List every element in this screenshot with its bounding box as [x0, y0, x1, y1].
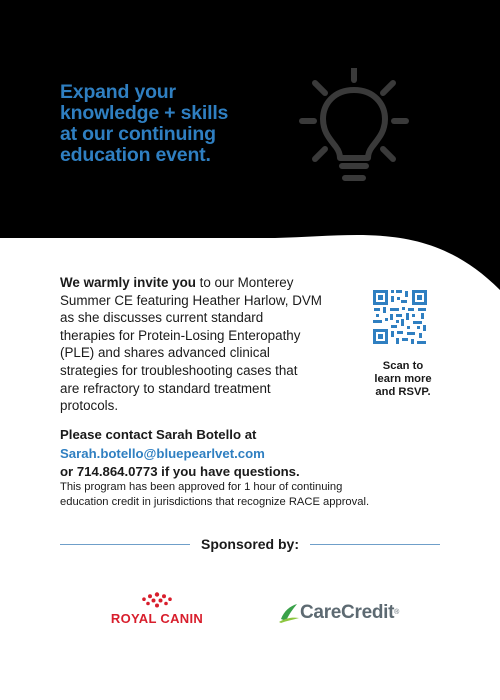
- carecredit-wordmark: [300, 602, 399, 624]
- carecredit-trademark: ®: [394, 609, 400, 616]
- headline: [60, 82, 290, 166]
- crown-icon: [139, 592, 175, 610]
- invitation-line-6: strategies for troubleshooting cases that: [60, 362, 298, 378]
- invitation-line-1: to our Monterey: [195, 275, 294, 290]
- race-approval-line-2: education credit in jurisdictions that recognize RACE approval.: [60, 495, 370, 508]
- invitation-line-7: are refractory to standard treatment: [60, 380, 271, 396]
- scan-caption-line-1: Scan to: [382, 360, 424, 372]
- invitation-lead: We warmly invite you: [60, 275, 196, 290]
- headline-line-3: at our continuing: [60, 123, 216, 145]
- sponsors-divider-right: [310, 544, 440, 545]
- race-approval-line-1: This program has been approved for 1 hour of continuing: [60, 481, 343, 493]
- invitation-text: [60, 274, 350, 415]
- headline-line-2: knowledge + skills: [60, 102, 229, 124]
- scan-caption-line-3: and RSVP.: [375, 386, 431, 398]
- carecredit-name: CareCredit: [300, 602, 395, 623]
- qr-code-icon[interactable]: [372, 289, 428, 345]
- carecredit-logo: [278, 601, 418, 625]
- royal-canin-logo: [104, 592, 210, 632]
- invitation-line-5: (PLE) and shares advanced clinical: [60, 345, 270, 361]
- royal-canin-wordmark: ROYAL CANIN: [110, 611, 204, 626]
- race-approval-text: [60, 480, 460, 509]
- sponsors-heading: [60, 535, 440, 555]
- lightbulb-icon: [296, 68, 412, 188]
- contact-block: [60, 426, 450, 482]
- invitation-line-2: Summer CE featuring Heather Harlow, DVM: [60, 292, 322, 308]
- invitation-line-3: as she discusses current standard: [60, 310, 264, 326]
- invitation-line-4: therapies for Protein-Losing Enteropathy: [60, 327, 301, 343]
- sponsors-label: Sponsored by:: [200, 536, 299, 552]
- invitation-line-8: protocols.: [60, 398, 119, 414]
- sponsors-divider-left: [60, 544, 190, 545]
- contact-email-link[interactable]: Sarah.botello@bluepearlvet.com: [60, 445, 265, 461]
- headline-line-1: Expand your: [60, 81, 176, 103]
- scan-caption-line-2: learn more: [374, 373, 432, 385]
- carecredit-mark-icon: [278, 603, 300, 623]
- headline-line-4: education event.: [60, 144, 211, 166]
- scan-caption: [360, 360, 446, 399]
- contact-phone-line: or 714.864.0773 if you have questions.: [60, 464, 300, 479]
- contact-line: Please contact Sarah Botello at: [60, 427, 257, 442]
